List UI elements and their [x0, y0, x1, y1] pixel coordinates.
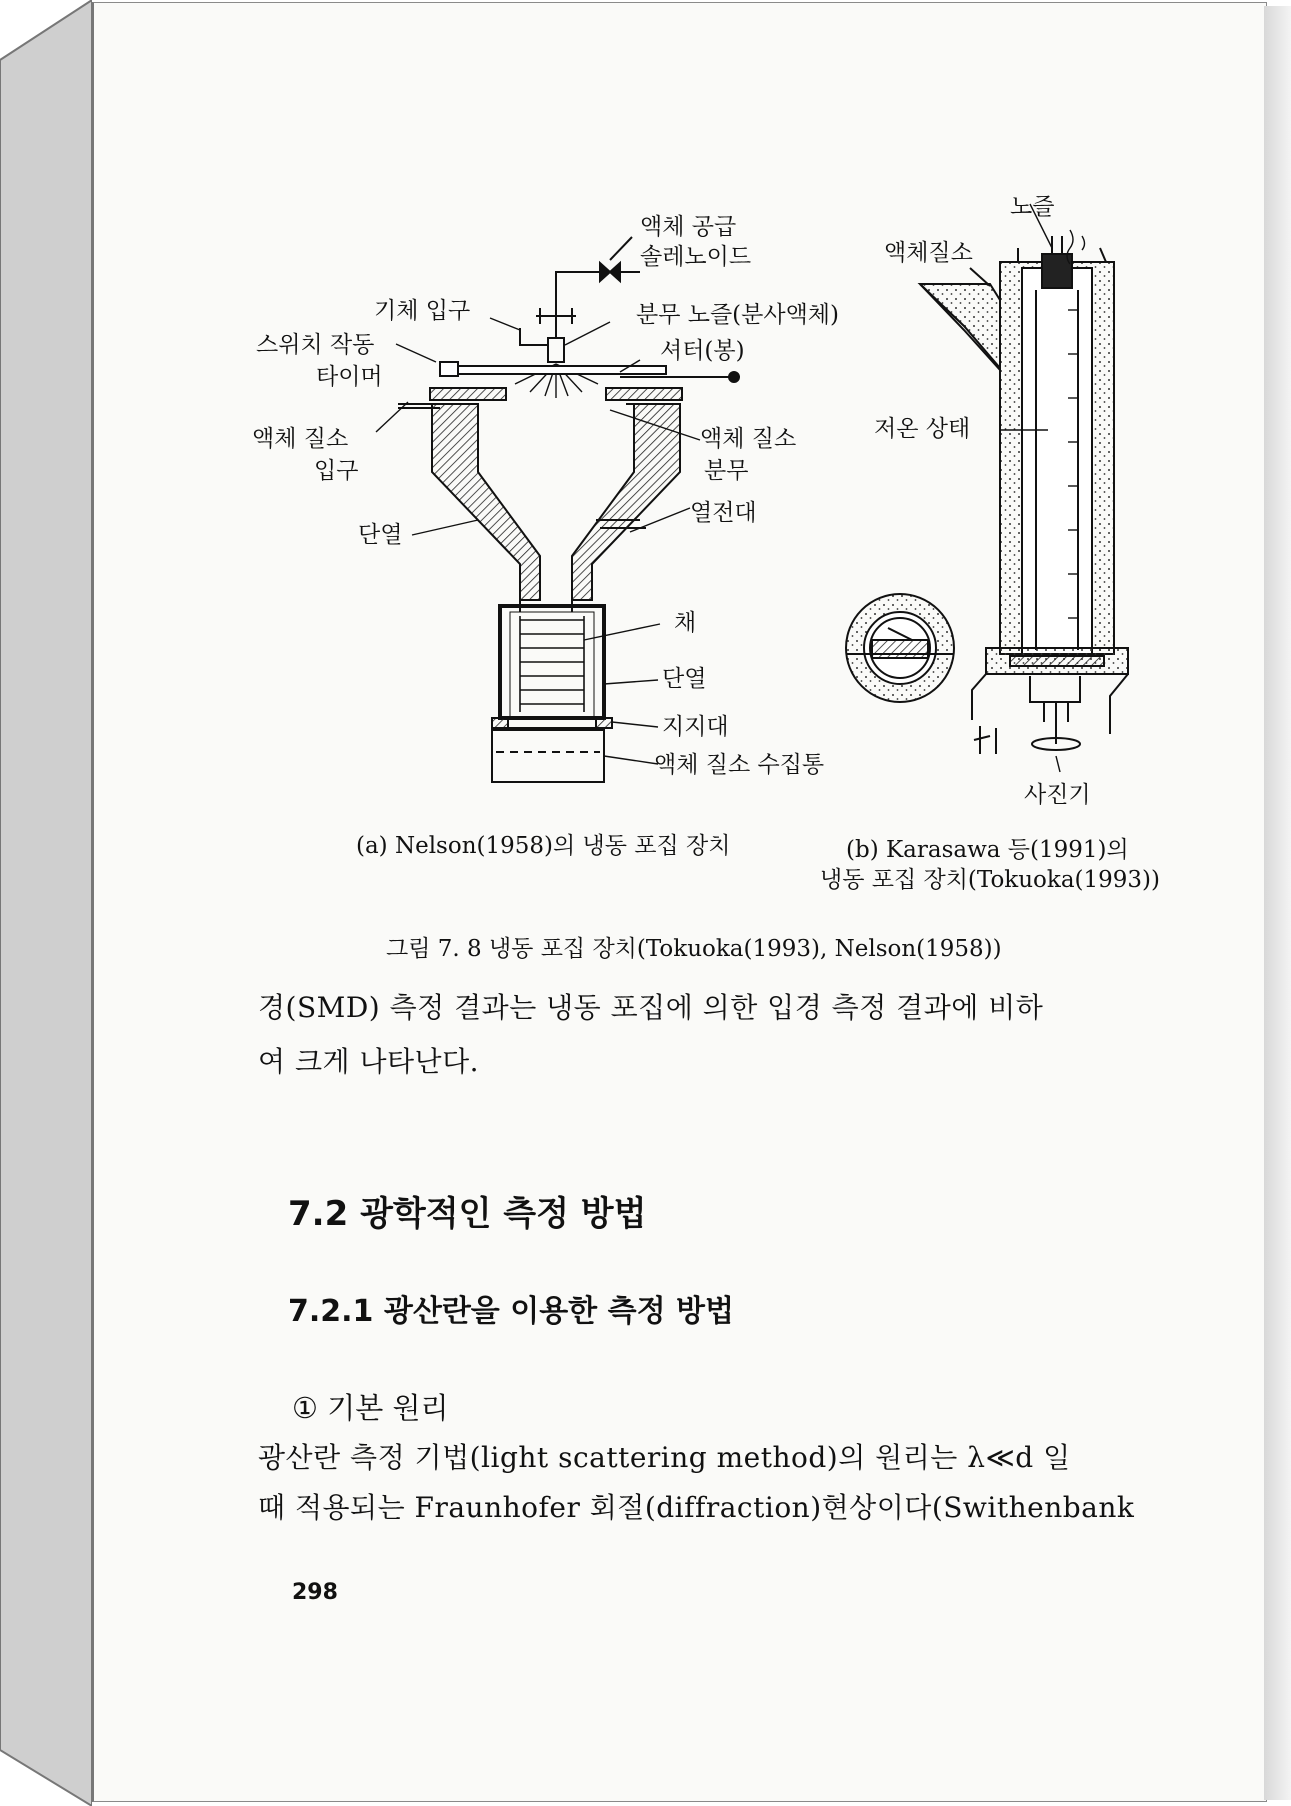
caption-a: (a) Nelson(1958)의 냉동 포집 장치 — [356, 833, 731, 859]
label-ln2-spray-1: 액체 질소 — [700, 426, 797, 452]
label-insulation: 단열 — [662, 666, 707, 692]
label-ln2-spray-2: 분무 — [704, 458, 749, 484]
label-insulation-left: 단열 — [358, 522, 403, 548]
label-shutter: 셔터(봉) — [660, 338, 745, 364]
label-liquid-supply: 액체 공급 — [640, 214, 737, 240]
label-ln2-collector: 액체 질소 수집통 — [654, 752, 825, 778]
paragraph-1-line-1: 경(SMD) 측정 결과는 냉동 포집에 의한 입경 측정 결과에 비하 — [258, 991, 1044, 1024]
label-spray-nozzle: 분무 노즐(분사액체) — [636, 302, 840, 328]
label-switch-timer-1: 스위치 작동 — [256, 332, 375, 358]
label-nozzle: 노즐 — [1010, 194, 1055, 220]
label-sieve: 채 — [674, 610, 697, 636]
section-heading: 7.2 광학적인 측정 방법 — [288, 1194, 647, 1234]
label-ln2-inlet-2: 입구 — [314, 458, 359, 484]
label-thermocouple: 열전대 — [690, 500, 757, 526]
label-switch-timer-2: 타이머 — [316, 364, 383, 390]
label-camera: 사진기 — [1024, 782, 1091, 808]
caption-b-line2: 냉동 포집 장치(Tokuoka(1993)) — [820, 867, 1161, 893]
principle-heading: ① 기본 원리 — [292, 1391, 449, 1425]
label-low-temp: 저온 상태 — [874, 416, 971, 442]
label-liquid-nitrogen: 액체질소 — [884, 240, 973, 266]
label-solenoid: 솔레노이드 — [640, 244, 752, 270]
figure-title: 그림 7. 8 냉동 포집 장치(Tokuoka(1993), Nelson(1958)) — [386, 936, 1002, 962]
subsection-heading: 7.2.1 광산란을 이용한 측정 방법 — [288, 1294, 734, 1329]
paragraph-2-line-1: 광산란 측정 기법(light scattering method)의 원리는 λ≪d 일 — [258, 1441, 1071, 1474]
caption-b-line1: (b) Karasawa 등(1991)의 — [846, 837, 1129, 863]
label-ln2-inlet-1: 액체 질소 — [252, 426, 349, 452]
karasawa-apparatus — [846, 204, 1128, 772]
page-number: 298 — [292, 1580, 338, 1605]
label-support: 지지대 — [662, 714, 729, 740]
paragraph-1-line-2: 여 크게 나타난다. — [258, 1045, 480, 1078]
paragraph-2-line-2: 때 적용되는 Fraunhofer 회절(diffraction)현상이다(Swithenbank — [258, 1491, 1135, 1524]
label-gas-inlet: 기체 입구 — [374, 298, 471, 324]
